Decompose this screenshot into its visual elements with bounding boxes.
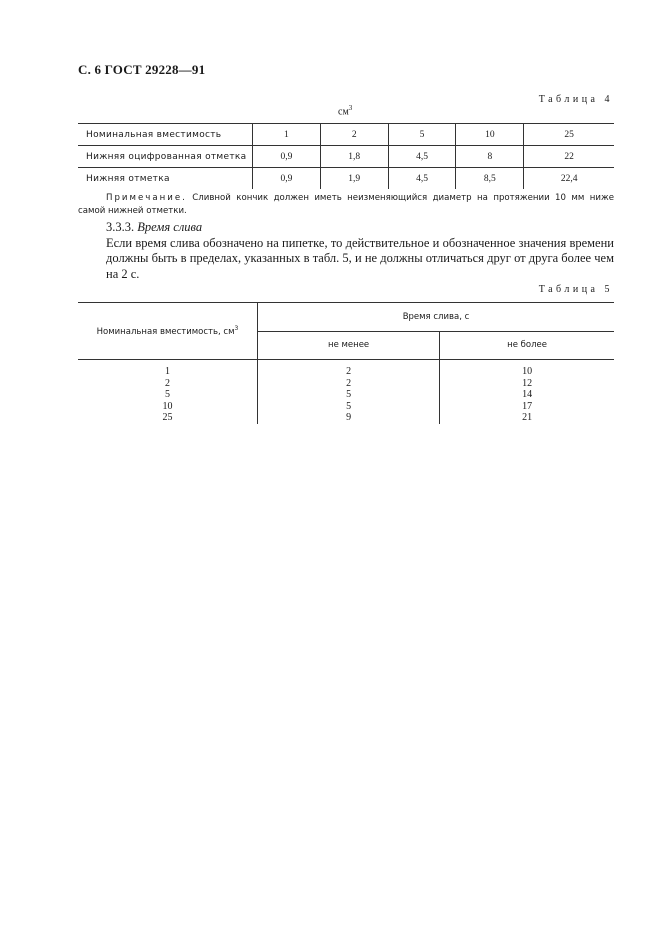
table5 [78, 302, 614, 424]
section-heading [78, 220, 614, 236]
section-body: Если время слива обозначено на пипетке, то действительное и обозначенное значения времени должны быть в пределах, указанных в табл. 5, и не должны отличаться друг от друга более чем на 2 с. [106, 235, 614, 281]
table4-unit [338, 104, 352, 117]
table-cell: 4,5 [388, 146, 456, 168]
table-cell: 1,8 [320, 146, 388, 168]
table5-title: Таблица 5 [538, 284, 613, 295]
table-row [78, 378, 614, 390]
table-header-row [78, 303, 614, 332]
table-cell: 8,5 [456, 168, 524, 190]
column-group-header: Время слива, с [258, 303, 615, 332]
table-cell: 4,5 [388, 168, 456, 190]
table-row [78, 360, 614, 378]
table-cell: 21 [440, 412, 614, 424]
table-cell: 10 [162, 400, 173, 412]
table-cell: 2 [165, 377, 170, 389]
table-cell: 9 [258, 412, 440, 424]
table-cell: 8 [456, 146, 524, 168]
table-cell: 25 [524, 124, 614, 146]
row-label: Номинальная вместимость [78, 124, 253, 146]
table-cell: 0,9 [253, 146, 321, 168]
table-cell: 17 [440, 401, 614, 413]
page-header: С. 6 ГОСТ 29228—91 [78, 62, 206, 77]
table-row [78, 412, 614, 424]
table-cell: 10 [440, 360, 614, 378]
table-cell: 0,9 [253, 168, 321, 190]
section-3-3-3 [78, 220, 614, 282]
table4-title: Таблица 4 [538, 94, 613, 105]
row-label: Нижняя отметка [78, 168, 253, 190]
column-header-exponent: 3 [234, 325, 239, 333]
column-header-min: не менее [258, 331, 440, 360]
table-cell: 12 [440, 378, 614, 390]
table-cell: 22,4 [524, 168, 614, 190]
table-cell: 22 [524, 146, 614, 168]
table-cell: 14 [440, 389, 614, 401]
table-row [78, 168, 614, 190]
row-label: Нижняя оцифрованная отметка [78, 146, 253, 168]
column-header-capacity [78, 303, 258, 360]
table-cell: 2 [320, 124, 388, 146]
table-row [78, 389, 614, 401]
note-label: Примечание. [106, 193, 187, 203]
table-cell: 2 [258, 378, 440, 390]
table4-note [78, 192, 614, 218]
table-cell: 5 [165, 389, 170, 400]
section-title: Время слива [137, 220, 203, 234]
table-row [78, 401, 614, 413]
table-cell: 5 [258, 401, 440, 413]
table-cell: 2 [258, 360, 440, 378]
table-cell: 5 [258, 389, 440, 401]
table4-unit-exponent: 3 [348, 104, 353, 112]
table-cell: 1 [253, 124, 321, 146]
column-header-max: не более [440, 331, 614, 360]
column-header-text: Номинальная вместимость, см [96, 326, 235, 337]
table-cell: 1 [165, 366, 170, 377]
table4-unit-text: см [338, 106, 349, 118]
table-cell: 5 [388, 124, 456, 146]
table4 [78, 123, 614, 189]
table-row [78, 146, 614, 168]
table-cell: 25 [162, 412, 173, 423]
table-cell: 1,9 [320, 168, 388, 190]
section-number: 3.3.3. [106, 220, 135, 234]
note-text: Сливной кончик должен иметь неизменяющийся диаметр на протяжении 10 мм ниже самой нижней отметки. [78, 193, 615, 216]
table-row [78, 124, 614, 146]
table-cell: 10 [456, 124, 524, 146]
